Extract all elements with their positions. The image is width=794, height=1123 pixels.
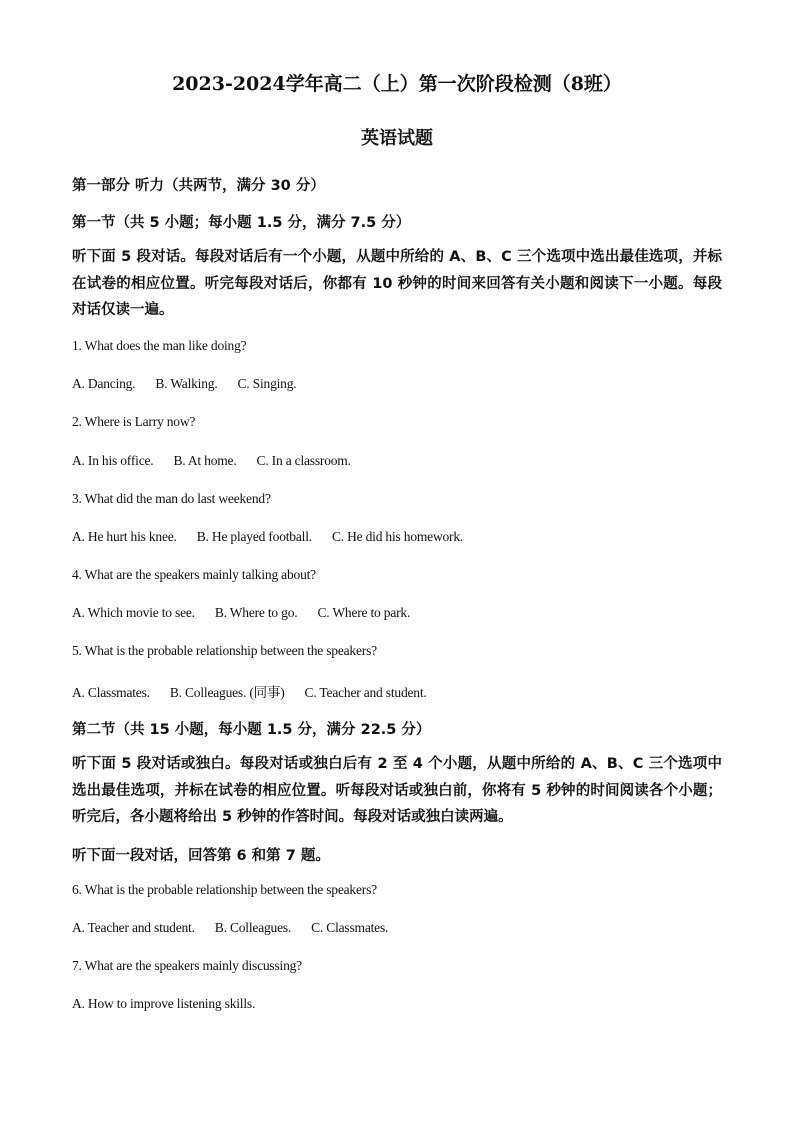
- option-c: C. Where to park.: [317, 605, 411, 620]
- question-5: 5. What is the probable relationship between the speakers?: [72, 643, 377, 658]
- option-b: B. Walking.: [155, 376, 218, 391]
- option-a: A. Dancing.: [72, 376, 136, 391]
- section1-instructions: 听下面 5 段对话。每段对话后有一个小题，从题中所给的 A、B、C 三个选项中选出最佳选项，并标在试卷的相应位置。听完每段对话后，你都有 10 秒钟的时间来回答有关小题和阅读下一小题。每段对话仅读一遍。: [72, 249, 722, 318]
- question-4: 4. What are the speakers mainly talking about?: [72, 567, 316, 582]
- question-3-options: [72, 529, 483, 545]
- option-b: B. Colleagues. (同事): [169, 685, 285, 700]
- option-c: C. Teacher and student.: [304, 685, 427, 700]
- question-1-options: [72, 376, 316, 392]
- option-a: A. In his office.: [72, 453, 154, 468]
- dialogue-prompt: 听下面一段对话，回答第 6 和第 7 题。: [72, 848, 330, 864]
- option-c: C. Classmates.: [311, 920, 389, 935]
- question-7: 7. What are the speakers mainly discussing?: [72, 958, 302, 973]
- option-b: B. He played football.: [196, 529, 312, 544]
- question-6-options: [72, 920, 408, 936]
- question-3: 3. What did the man do last weekend?: [72, 491, 271, 506]
- part-heading: 第一部分 听力（共两节，满分 30 分）: [72, 178, 325, 194]
- option-a: A. Teacher and student.: [72, 920, 195, 935]
- option-a: A. Classmates.: [72, 685, 150, 700]
- page-subtitle: 英语试题: [361, 128, 433, 149]
- question-1: 1. What does the man like doing?: [72, 338, 247, 353]
- section2-heading: 第二节（共 15 小题，每小题 1.5 分，满分 22.5 分）: [72, 722, 431, 738]
- section1-heading: 第一节（共 5 小题；每小题 1.5 分，满分 7.5 分）: [72, 215, 411, 231]
- option-a: A. He hurt his knee.: [72, 529, 177, 544]
- option-b: B. At home.: [173, 453, 237, 468]
- section2-instructions: 听下面 5 段对话或独白。每段对话或独白后有 2 至 4 个小题，从题中所给的 A、B、C 三个选项中选出最佳选项，并标在试卷的相应位置。听每段对话或独白前，你将有 5 秒钟的时间阅读各个小题；听完后，各小题将给出 5 秒钟的作答时间。每段对话或独白读两遍。: [72, 756, 722, 825]
- question-4-options: [72, 605, 430, 621]
- question-7-options: [72, 996, 275, 1012]
- option-c: C. In a classroom.: [256, 453, 351, 468]
- question-2-options: [72, 453, 371, 469]
- question-5-options: [72, 681, 447, 701]
- question-2: 2. Where is Larry now?: [72, 414, 196, 429]
- option-b: B. Colleagues.: [214, 920, 292, 935]
- option-b: B. Where to go.: [214, 605, 298, 620]
- option-a: A. How to improve listening skills.: [72, 996, 256, 1011]
- page-title: 2023-2024学年高二（上）第一次阶段检测（8班）: [172, 73, 622, 95]
- option-c: C. Singing.: [237, 376, 297, 391]
- question-6: 6. What is the probable relationship between the speakers?: [72, 882, 377, 897]
- option-a: A. Which movie to see.: [72, 605, 195, 620]
- option-c: C. He did his homework.: [331, 529, 464, 544]
